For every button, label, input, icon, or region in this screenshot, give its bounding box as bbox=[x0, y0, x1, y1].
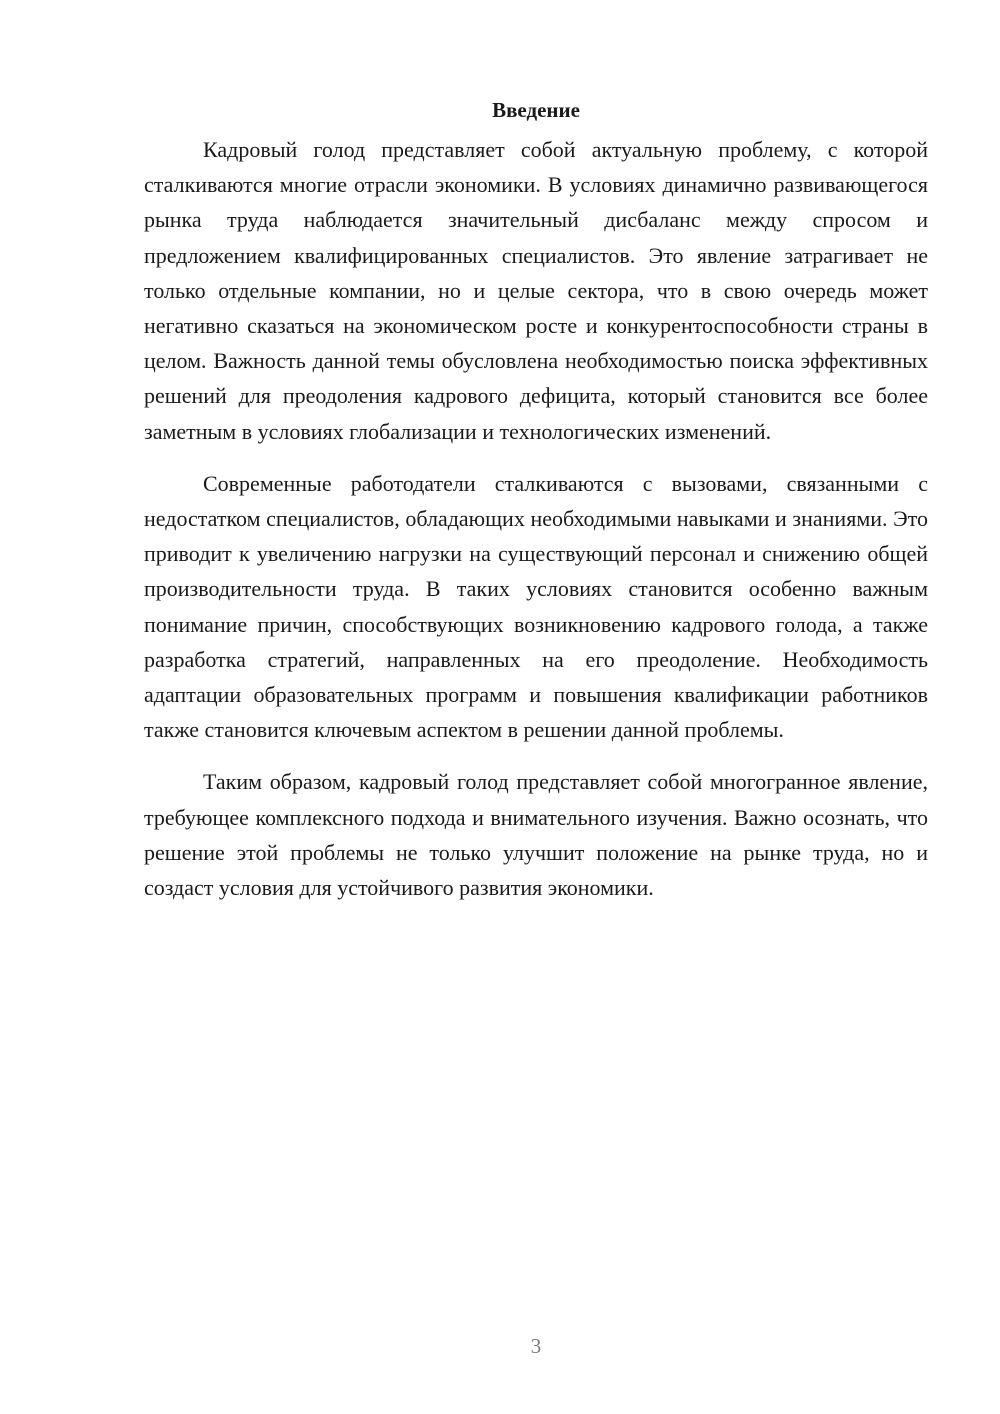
document-body bbox=[144, 92, 928, 905]
paragraph-1: Кадровый голод представляет собой актуальную проблему, с которой сталкиваются многие отрасли экономики. В условиях динамично развивающегося рынка труда наблюдается значительный дисбаланс между спросом и предложением квалифицированных специалистов. Это явление затрагивает не только отдельные компании, но и целые сектора, что в свою очередь может негативно сказаться на экономическом росте и конкурентоспособности страны в целом. Важность данной темы обусловлена необходимостью поиска эффективных решений для преодоления кадрового дефицита, который становится все более заметным в условиях глобализации и технологических изменений. bbox=[144, 137, 928, 444]
page-number: 3 bbox=[530, 1334, 542, 1358]
section-heading: Введение bbox=[492, 98, 580, 122]
paragraph-3: Таким образом, кадровый голод представляет собой многогранное явление, требующее комплексного подхода и внимательного изучения. Важно осознать, что решение этой проблемы не только улучшит положение на рынке труда, но и создаст условия для устойчивого развития экономики. bbox=[144, 769, 928, 901]
paragraph-2: Современные работодатели сталкиваются с вызовами, связанными с недостатком специалистов, обладающих необходимыми навыками и знаниями. Это приводит к увеличению нагрузки на существующий персонал и снижению общей производительности труда. В таких условиях становится особенно важным понимание причин, способствующих возникновению кадрового голода, а также разработка стратегий, направленных на его преодоление. Необходимость адаптации образовательных программ и повышения квалификации работников также становится ключевым аспектом в решении данной проблемы. bbox=[144, 470, 928, 743]
